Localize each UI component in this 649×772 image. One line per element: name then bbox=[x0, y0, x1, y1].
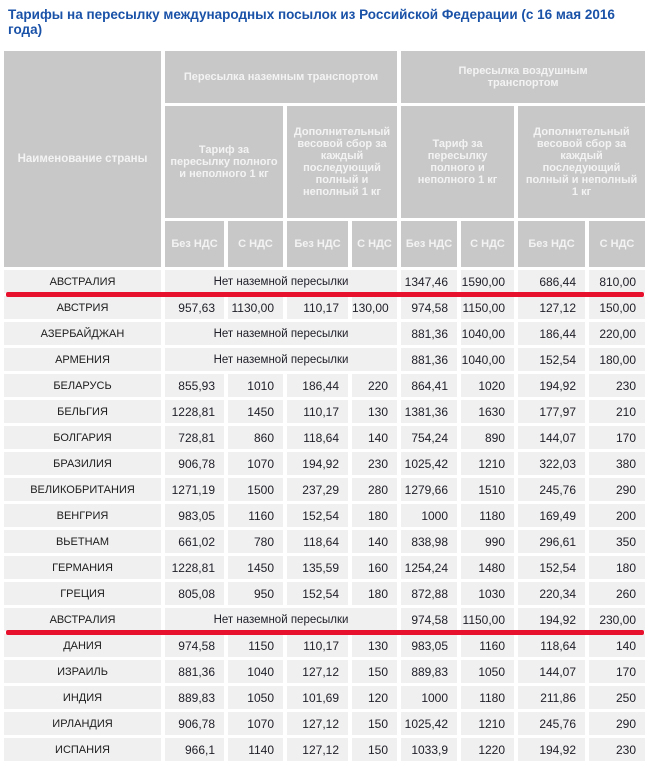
tariff-value-cell: 1033,9 bbox=[401, 738, 457, 761]
tariff-value-cell: 966,1 bbox=[165, 738, 224, 761]
tariff-value-cell: 1140 bbox=[228, 738, 283, 761]
tariff-value-cell: 160 bbox=[352, 556, 397, 579]
tariff-value-cell: 860 bbox=[228, 426, 283, 449]
tariff-value-cell: 1500 bbox=[228, 478, 283, 501]
table-row bbox=[4, 530, 645, 553]
country-cell: ВЬЕТНАМ bbox=[4, 530, 161, 553]
tariff-value-cell: 110,17 bbox=[287, 296, 348, 319]
table-row bbox=[4, 608, 645, 631]
tariff-value-cell: 990 bbox=[461, 530, 514, 553]
column-header-air-surcharge: Дополнительный весовой сбор за каждый последующий полный и неполный 1 кг bbox=[518, 106, 645, 218]
tariff-value-cell: 144,07 bbox=[518, 426, 585, 449]
tariff-value-cell: 150 bbox=[352, 712, 397, 735]
tariff-value-cell: 211,86 bbox=[518, 686, 585, 709]
tariff-value-cell: 1271,19 bbox=[165, 478, 224, 501]
table-row bbox=[4, 270, 645, 293]
tariff-value-cell: 1630 bbox=[461, 400, 514, 423]
tariff-value-cell: 1510 bbox=[461, 478, 514, 501]
tariff-value-cell: 810,00 bbox=[589, 270, 645, 293]
country-cell: ВЕНГРИЯ bbox=[4, 504, 161, 527]
table-row bbox=[4, 686, 645, 709]
table-row bbox=[4, 296, 645, 319]
tariff-value-cell: 1050 bbox=[461, 660, 514, 683]
tariff-value-cell: 855,93 bbox=[165, 374, 224, 397]
tariff-value-cell: 906,78 bbox=[165, 712, 224, 735]
tariff-value-cell: 1480 bbox=[461, 556, 514, 579]
tariff-value-cell: 1025,42 bbox=[401, 712, 457, 735]
column-header-air-tariff: Тариф за пересылку полного и неполного 1 кг bbox=[401, 106, 514, 218]
tariff-value-cell: 1130,00 bbox=[228, 296, 283, 319]
tariff-value-cell: 1210 bbox=[461, 712, 514, 735]
country-cell: ИСПАНИЯ bbox=[4, 738, 161, 761]
tariff-value-cell: 250 bbox=[589, 686, 645, 709]
tariff-value-cell: 127,12 bbox=[518, 296, 585, 319]
country-cell: БЕЛЬГИЯ bbox=[4, 400, 161, 423]
header-group-row bbox=[4, 51, 645, 103]
tariff-value-cell: 1025,42 bbox=[401, 452, 457, 475]
tariff-value-cell: 661,02 bbox=[165, 530, 224, 553]
tariff-value-cell: 194,92 bbox=[518, 738, 585, 761]
tariff-value-cell: 1150,00 bbox=[461, 608, 514, 631]
page-title: Тарифы на пересылку международных посылок из Российской Федерации (с 16 мая 2016 года) bbox=[8, 7, 615, 37]
tariff-value-cell: 118,64 bbox=[287, 530, 348, 553]
column-header-vat-excl: Без НДС bbox=[287, 221, 348, 267]
country-cell: БОЛГАРИЯ bbox=[4, 426, 161, 449]
no-ground-shipping-cell: Нет наземной пересылки bbox=[165, 608, 397, 631]
tariff-value-cell: 872,88 bbox=[401, 582, 457, 605]
tariff-value-cell: 1020 bbox=[461, 374, 514, 397]
tariff-value-cell: 245,76 bbox=[518, 712, 585, 735]
tariff-value-cell: 1228,81 bbox=[165, 400, 224, 423]
table-row bbox=[4, 504, 645, 527]
tariff-value-cell: 120 bbox=[352, 686, 397, 709]
tariff-table bbox=[0, 48, 649, 764]
table-row bbox=[4, 348, 645, 371]
tariff-value-cell: 186,44 bbox=[287, 374, 348, 397]
country-cell: АЗЕРБАЙДЖАН bbox=[4, 322, 161, 345]
tariff-value-cell: 144,07 bbox=[518, 660, 585, 683]
tariff-value-cell: 1254,24 bbox=[401, 556, 457, 579]
tariff-value-cell: 152,54 bbox=[518, 556, 585, 579]
tariff-value-cell: 180 bbox=[352, 504, 397, 527]
tariff-value-cell: 140 bbox=[352, 426, 397, 449]
tariff-value-cell: 1150 bbox=[228, 634, 283, 657]
tariff-value-cell: 210 bbox=[589, 400, 645, 423]
tariff-value-cell: 1210 bbox=[461, 452, 514, 475]
country-cell: ВЕЛИКОБРИТАНИЯ bbox=[4, 478, 161, 501]
column-header-vat-incl: С НДС bbox=[589, 221, 645, 267]
country-cell: АВСТРАЛИЯ bbox=[4, 270, 161, 293]
tariff-value-cell: 110,17 bbox=[287, 634, 348, 657]
country-cell: БРАЗИЛИЯ bbox=[4, 452, 161, 475]
column-header-ground-surcharge: Дополнительный весовой сбор за каждый последующий полный и неполный 1 кг bbox=[287, 106, 397, 218]
country-cell: ДАНИЯ bbox=[4, 634, 161, 657]
tariff-value-cell: 245,76 bbox=[518, 478, 585, 501]
tariff-value-cell: 230 bbox=[589, 738, 645, 761]
tariff-value-cell: 974,58 bbox=[401, 608, 457, 631]
country-cell: АВСТРИЯ bbox=[4, 296, 161, 319]
red-divider-line bbox=[6, 630, 644, 635]
tariff-value-cell: 881,36 bbox=[401, 348, 457, 371]
column-group-air-transport bbox=[401, 51, 645, 103]
column-group-ground-transport: Пересылка наземным транспортом bbox=[165, 51, 397, 103]
tariff-value-cell: 135,59 bbox=[287, 556, 348, 579]
tariff-value-cell: 350 bbox=[589, 530, 645, 553]
tariff-value-cell: 220,00 bbox=[589, 322, 645, 345]
tariff-value-cell: 260 bbox=[589, 582, 645, 605]
tariff-value-cell: 130,00 bbox=[352, 296, 397, 319]
table-row bbox=[4, 426, 645, 449]
tariff-value-cell: 130 bbox=[352, 400, 397, 423]
table-row bbox=[4, 582, 645, 605]
column-header-vat-incl: С НДС bbox=[352, 221, 397, 267]
no-ground-shipping-cell: Нет наземной пересылки bbox=[165, 270, 397, 293]
tariff-value-cell: 1160 bbox=[461, 634, 514, 657]
country-cell: БЕЛАРУСЬ bbox=[4, 374, 161, 397]
tariff-value-cell: 150,00 bbox=[589, 296, 645, 319]
tariff-value-cell: 864,41 bbox=[401, 374, 457, 397]
tariff-value-cell: 686,44 bbox=[518, 270, 585, 293]
tariff-value-cell: 1450 bbox=[228, 556, 283, 579]
tariff-value-cell: 152,54 bbox=[287, 504, 348, 527]
tariff-value-cell: 1160 bbox=[228, 504, 283, 527]
tariff-value-cell: 974,58 bbox=[401, 296, 457, 319]
tariff-value-cell: 194,92 bbox=[518, 608, 585, 631]
table-row bbox=[4, 478, 645, 501]
tariff-value-cell: 1450 bbox=[228, 400, 283, 423]
no-ground-shipping-cell: Нет наземной пересылки bbox=[165, 348, 397, 371]
tariff-value-cell: 1010 bbox=[228, 374, 283, 397]
tariff-value-cell: 110,17 bbox=[287, 400, 348, 423]
tariff-value-cell: 194,92 bbox=[518, 374, 585, 397]
tariff-value-cell: 1030 bbox=[461, 582, 514, 605]
tariff-value-cell: 322,03 bbox=[518, 452, 585, 475]
column-header-vat-incl: С НДС bbox=[461, 221, 514, 267]
tariff-value-cell: 1347,46 bbox=[401, 270, 457, 293]
tariff-value-cell: 186,44 bbox=[518, 322, 585, 345]
tariff-value-cell: 881,36 bbox=[165, 660, 224, 683]
tariff-value-cell: 127,12 bbox=[287, 738, 348, 761]
tariff-value-cell: 889,83 bbox=[165, 686, 224, 709]
tariff-value-cell: 130 bbox=[352, 634, 397, 657]
table-row bbox=[4, 660, 645, 683]
column-header-country: Наименование страны bbox=[4, 51, 161, 267]
tariff-value-cell: 1228,81 bbox=[165, 556, 224, 579]
tariff-value-cell: 140 bbox=[352, 530, 397, 553]
tariff-value-cell: 838,98 bbox=[401, 530, 457, 553]
tariff-value-cell: 890 bbox=[461, 426, 514, 449]
tariff-value-cell: 1180 bbox=[461, 686, 514, 709]
tariff-value-cell: 230 bbox=[589, 374, 645, 397]
table-row bbox=[4, 374, 645, 397]
tariff-value-cell: 1070 bbox=[228, 452, 283, 475]
country-cell: ГРЕЦИЯ bbox=[4, 582, 161, 605]
tariff-value-cell: 380 bbox=[589, 452, 645, 475]
tariff-value-cell: 152,54 bbox=[287, 582, 348, 605]
tariff-value-cell: 169,49 bbox=[518, 504, 585, 527]
column-header-vat-incl: С НДС bbox=[228, 221, 283, 267]
tariff-value-cell: 170 bbox=[589, 660, 645, 683]
tariff-value-cell: 290 bbox=[589, 478, 645, 501]
tariff-value-cell: 237,29 bbox=[287, 478, 348, 501]
tariff-value-cell: 889,83 bbox=[401, 660, 457, 683]
table-row bbox=[4, 634, 645, 657]
tariff-value-cell: 1000 bbox=[401, 686, 457, 709]
table-row bbox=[4, 712, 645, 735]
tariff-value-cell: 957,63 bbox=[165, 296, 224, 319]
tariff-value-cell: 118,64 bbox=[287, 426, 348, 449]
tariff-value-cell: 1150,00 bbox=[461, 296, 514, 319]
tariff-value-cell: 140 bbox=[589, 634, 645, 657]
tariff-value-cell: 180 bbox=[352, 582, 397, 605]
tariff-value-cell: 1381,36 bbox=[401, 400, 457, 423]
tariff-value-cell: 127,12 bbox=[287, 712, 348, 735]
table-row bbox=[4, 556, 645, 579]
tariff-value-cell: 220 bbox=[352, 374, 397, 397]
tariff-value-cell: 180 bbox=[589, 556, 645, 579]
tariff-table-body bbox=[4, 270, 645, 761]
tariff-value-cell: 1180 bbox=[461, 504, 514, 527]
tariff-value-cell: 728,81 bbox=[165, 426, 224, 449]
tariff-value-cell: 230 bbox=[352, 452, 397, 475]
table-row bbox=[4, 400, 645, 423]
column-header-vat-excl: Без НДС bbox=[518, 221, 585, 267]
tariff-value-cell: 1040,00 bbox=[461, 348, 514, 371]
country-cell: ИНДИЯ bbox=[4, 686, 161, 709]
tariff-value-cell: 754,24 bbox=[401, 426, 457, 449]
tariff-value-cell: 118,64 bbox=[518, 634, 585, 657]
air-transport-label: Пересылка воздушным транспортом bbox=[458, 65, 588, 89]
tariff-value-cell: 906,78 bbox=[165, 452, 224, 475]
tariff-value-cell: 150 bbox=[352, 660, 397, 683]
tariff-value-cell: 974,58 bbox=[165, 634, 224, 657]
tariff-value-cell: 1070 bbox=[228, 712, 283, 735]
tariff-value-cell: 1050 bbox=[228, 686, 283, 709]
tariff-value-cell: 170 bbox=[589, 426, 645, 449]
tariff-value-cell: 127,12 bbox=[287, 660, 348, 683]
table-row bbox=[4, 738, 645, 761]
tariff-value-cell: 983,05 bbox=[401, 634, 457, 657]
tariff-value-cell: 881,36 bbox=[401, 322, 457, 345]
country-cell: ИЗРАИЛЬ bbox=[4, 660, 161, 683]
country-cell: АВСТРАЛИЯ bbox=[4, 608, 161, 631]
tariff-value-cell: 290 bbox=[589, 712, 645, 735]
tariff-value-cell: 805,08 bbox=[165, 582, 224, 605]
tariff-value-cell: 177,97 bbox=[518, 400, 585, 423]
tariff-value-cell: 200 bbox=[589, 504, 645, 527]
tariff-value-cell: 1000 bbox=[401, 504, 457, 527]
column-header-ground-tariff: Тариф за пересылку полного и неполного 1 кг bbox=[165, 106, 283, 218]
tariff-value-cell: 230,00 bbox=[589, 608, 645, 631]
no-ground-shipping-cell: Нет наземной пересылки bbox=[165, 322, 397, 345]
country-cell: АРМЕНИЯ bbox=[4, 348, 161, 371]
table-row bbox=[4, 322, 645, 345]
tariff-value-cell: 780 bbox=[228, 530, 283, 553]
tariff-value-cell: 280 bbox=[352, 478, 397, 501]
tariff-value-cell: 152,54 bbox=[518, 348, 585, 371]
tariff-value-cell: 1040 bbox=[228, 660, 283, 683]
red-divider-line bbox=[6, 292, 644, 297]
tariff-value-cell: 101,69 bbox=[287, 686, 348, 709]
column-header-vat-excl: Без НДС bbox=[401, 221, 457, 267]
country-cell: ИРЛАНДИЯ bbox=[4, 712, 161, 735]
tariff-value-cell: 194,92 bbox=[287, 452, 348, 475]
tariff-value-cell: 950 bbox=[228, 582, 283, 605]
column-header-vat-excl: Без НДС bbox=[165, 221, 224, 267]
tariff-value-cell: 1040,00 bbox=[461, 322, 514, 345]
tariff-value-cell: 1220 bbox=[461, 738, 514, 761]
tariff-value-cell: 220,34 bbox=[518, 582, 585, 605]
tariff-value-cell: 180,00 bbox=[589, 348, 645, 371]
tariff-value-cell: 1590,00 bbox=[461, 270, 514, 293]
country-cell: ГЕРМАНИЯ bbox=[4, 556, 161, 579]
tariff-value-cell: 296,61 bbox=[518, 530, 585, 553]
tariff-value-cell: 983,05 bbox=[165, 504, 224, 527]
table-row bbox=[4, 452, 645, 475]
tariff-value-cell: 150 bbox=[352, 738, 397, 761]
tariff-value-cell: 1279,66 bbox=[401, 478, 457, 501]
